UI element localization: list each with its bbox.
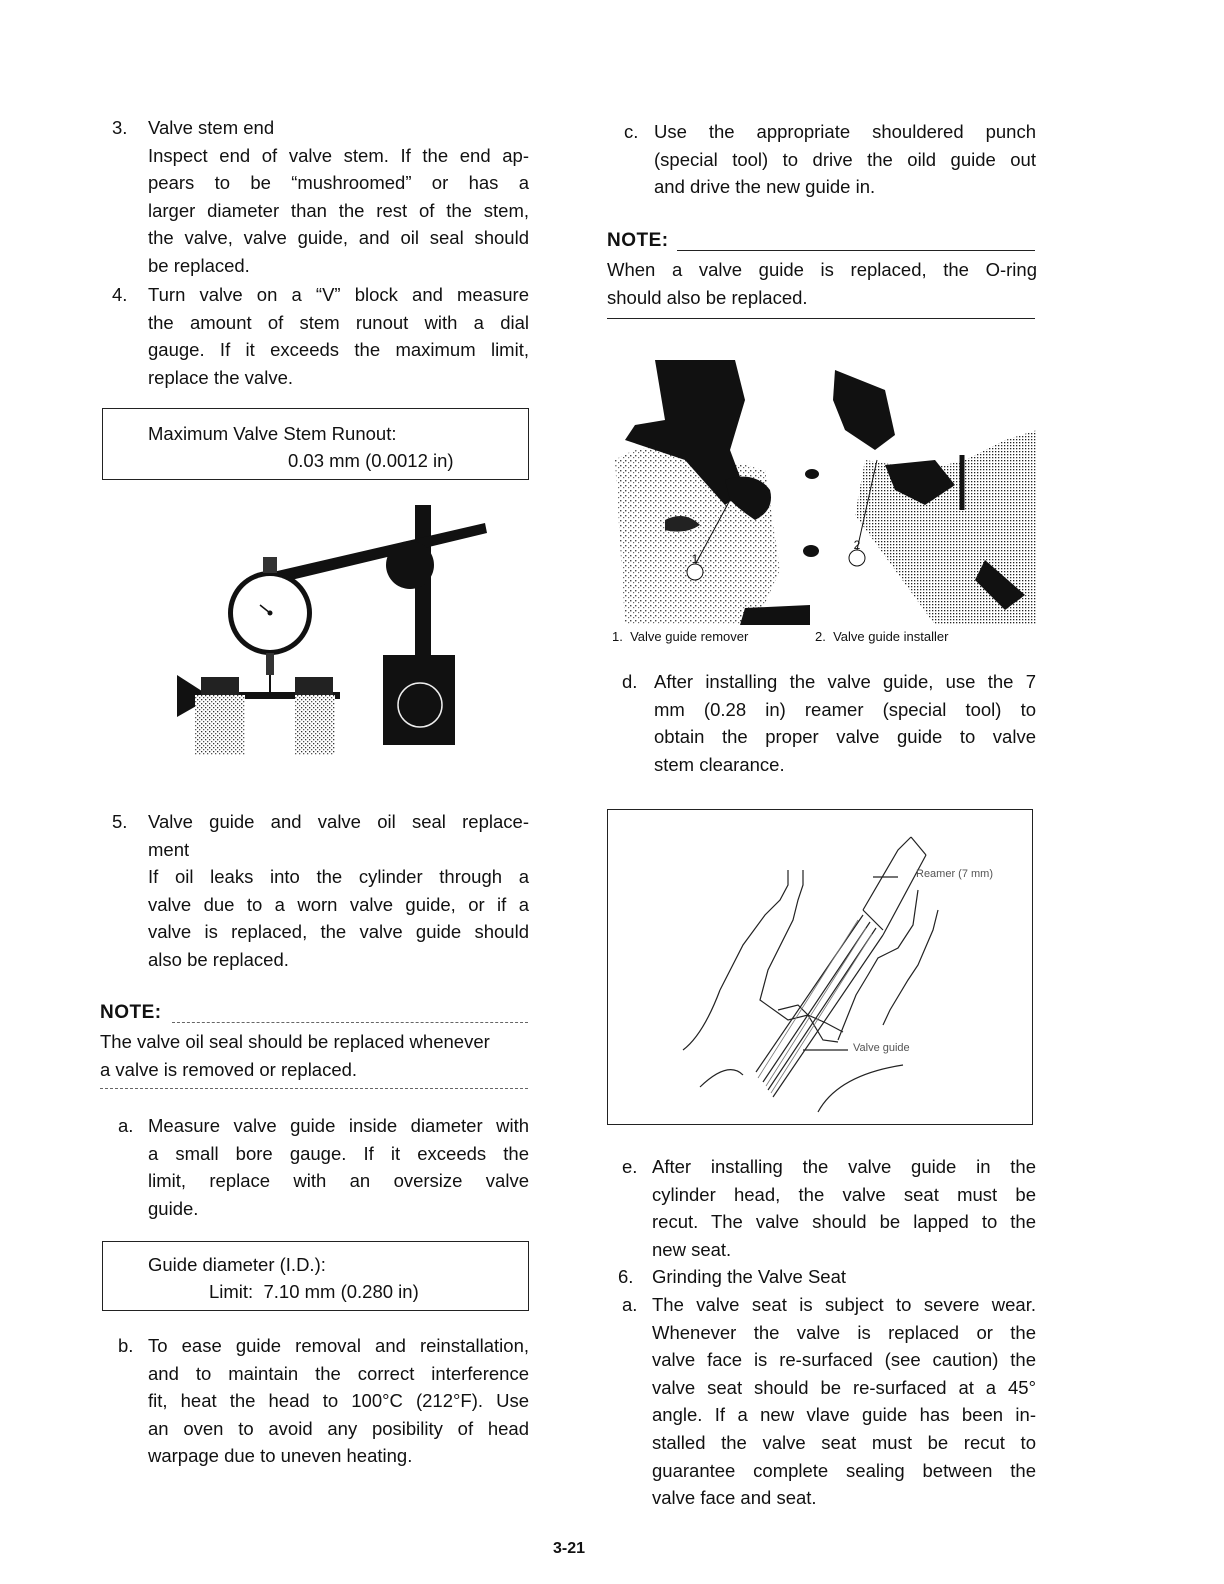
spec-value: 0.03 mm (0.0012 in) (288, 450, 454, 471)
text-line: To ease guide removal and reinstallation, (148, 1335, 529, 1356)
text-line: be replaced. (148, 254, 250, 276)
text-line: The valve seat is subject to severe wear. (652, 1294, 1036, 1315)
text-line: valve seat should be re-surfaced at a 45° (652, 1376, 1036, 1398)
item-number: 4. (112, 284, 128, 305)
item-number: 3. (112, 117, 128, 138)
text-line: guarantee complete sealing between the (652, 1459, 1036, 1481)
page-number: 3-21 (553, 1540, 586, 1557)
text-line: angle. If a new vlave guide has been in- (652, 1404, 1036, 1426)
text-line: valve face and seat. (652, 1487, 817, 1509)
note-rule-bottom (100, 1088, 528, 1089)
callout-1: 1 (691, 552, 699, 566)
note-rule-top (677, 250, 1035, 251)
text-line: After installing the valve guide, use the 7 (654, 671, 1036, 692)
figure-reamer-diagram (607, 809, 1033, 1125)
spec-label: Maximum Valve Stem Runout: (148, 423, 397, 444)
text-line: Whenever the valve is replaced or the (652, 1321, 1036, 1343)
text-line: stem clearance. (654, 753, 785, 775)
figure-caption-2: 2. Valve guide installer (815, 629, 949, 644)
figure-caption-1: 1. Valve guide remover (612, 629, 749, 644)
text-line: stalled the valve seat must be recut to (652, 1431, 1036, 1453)
text-line: recut. The valve should be lapped to the (652, 1211, 1036, 1233)
figure-guide-tools-photo (605, 340, 1037, 625)
text-line: After installing the valve guide in the (652, 1156, 1036, 1177)
spec-box-guide-diameter (102, 1241, 529, 1311)
step-letter: e. (622, 1156, 638, 1177)
spec-box-runout (102, 408, 529, 480)
text-line: fit, heat the head to 100°C (212°F). Use (148, 1390, 529, 1412)
item-title: Valve stem end (148, 117, 275, 138)
text-line: Use the appropriate shouldered punch (654, 121, 1036, 142)
text-line: valve due to a worn valve guide, or if a (148, 893, 529, 915)
item-title: ment (148, 838, 190, 860)
note-text-line: When a valve guide is replaced, the O-ring (607, 259, 1037, 280)
step-letter: a. (622, 1294, 638, 1315)
item-title: Valve guide and valve oil seal replace- (148, 811, 529, 832)
step-letter: a. (118, 1115, 134, 1136)
item-number: 5. (112, 811, 128, 832)
text-line: valve face is re-surfaced (see caution) the (652, 1349, 1036, 1371)
note-heading: NOTE: (100, 1002, 162, 1023)
text-line: Measure valve guide inside diameter with (148, 1115, 529, 1136)
text-line: valve is replaced, the valve guide should (148, 921, 529, 943)
text-line: gauge. If it exceeds the maximum limit, (148, 339, 529, 361)
text-line: an oven to avoid any posibility of head (148, 1417, 529, 1439)
note-text-line: The valve oil seal should be replaced whenever (100, 1031, 490, 1052)
text-line: also be replaced. (148, 948, 289, 970)
item-number: 6. (618, 1266, 634, 1287)
text-line: larger diameter than the rest of the stem, (148, 199, 529, 221)
figure-dial-gauge-photo (165, 495, 495, 780)
spec-label: Guide diameter (I.D.): (148, 1254, 326, 1275)
text-line: and drive the new guide in. (654, 176, 876, 198)
text-line: pears to be “mushroomed” or has a (148, 172, 529, 194)
text-line: Turn valve on a “V” block and measure (148, 284, 529, 305)
step-letter: d. (622, 671, 638, 692)
note-text-line: should also be replaced. (607, 286, 808, 308)
text-line: If oil leaks into the cylinder through a (148, 866, 529, 888)
callout-2: 2 (853, 538, 861, 552)
text-line: mm (0.28 in) reamer (special tool) to (654, 698, 1036, 720)
note-heading: NOTE: (607, 230, 669, 251)
text-line: warpage due to uneven heating. (148, 1445, 413, 1467)
text-line: the amount of stem runout with a dial (148, 311, 529, 333)
text-line: the valve, valve guide, and oil seal should (148, 227, 529, 249)
text-line: replace the valve. (148, 366, 294, 388)
text-line: guide. (148, 1197, 199, 1219)
text-line: and to maintain the correct interference (148, 1362, 529, 1384)
item-title: Grinding the Valve Seat (652, 1266, 847, 1287)
step-letter: b. (118, 1335, 134, 1356)
note-rule-bottom (607, 318, 1035, 319)
note-text-line: a valve is removed or replaced. (100, 1058, 358, 1080)
valve-guide-label: Valve guide (853, 1042, 910, 1054)
step-letter: c. (624, 121, 639, 142)
text-line: Inspect end of valve stem. If the end ap- (148, 144, 529, 166)
spec-value: Limit: 7.10 mm (0.280 in) (209, 1281, 419, 1302)
text-line: (special tool) to drive the oild guide out (654, 148, 1036, 170)
text-line: new seat. (652, 1238, 732, 1260)
text-line: obtain the proper valve guide to valve (654, 726, 1036, 748)
text-line: cylinder head, the valve seat must be (652, 1183, 1036, 1205)
text-line: limit, replace with an oversize valve (148, 1170, 529, 1192)
note-rule-top (172, 1022, 528, 1023)
reamer-label: Reamer (7 mm) (916, 868, 994, 880)
text-line: a small bore gauge. If it exceeds the (148, 1142, 529, 1164)
